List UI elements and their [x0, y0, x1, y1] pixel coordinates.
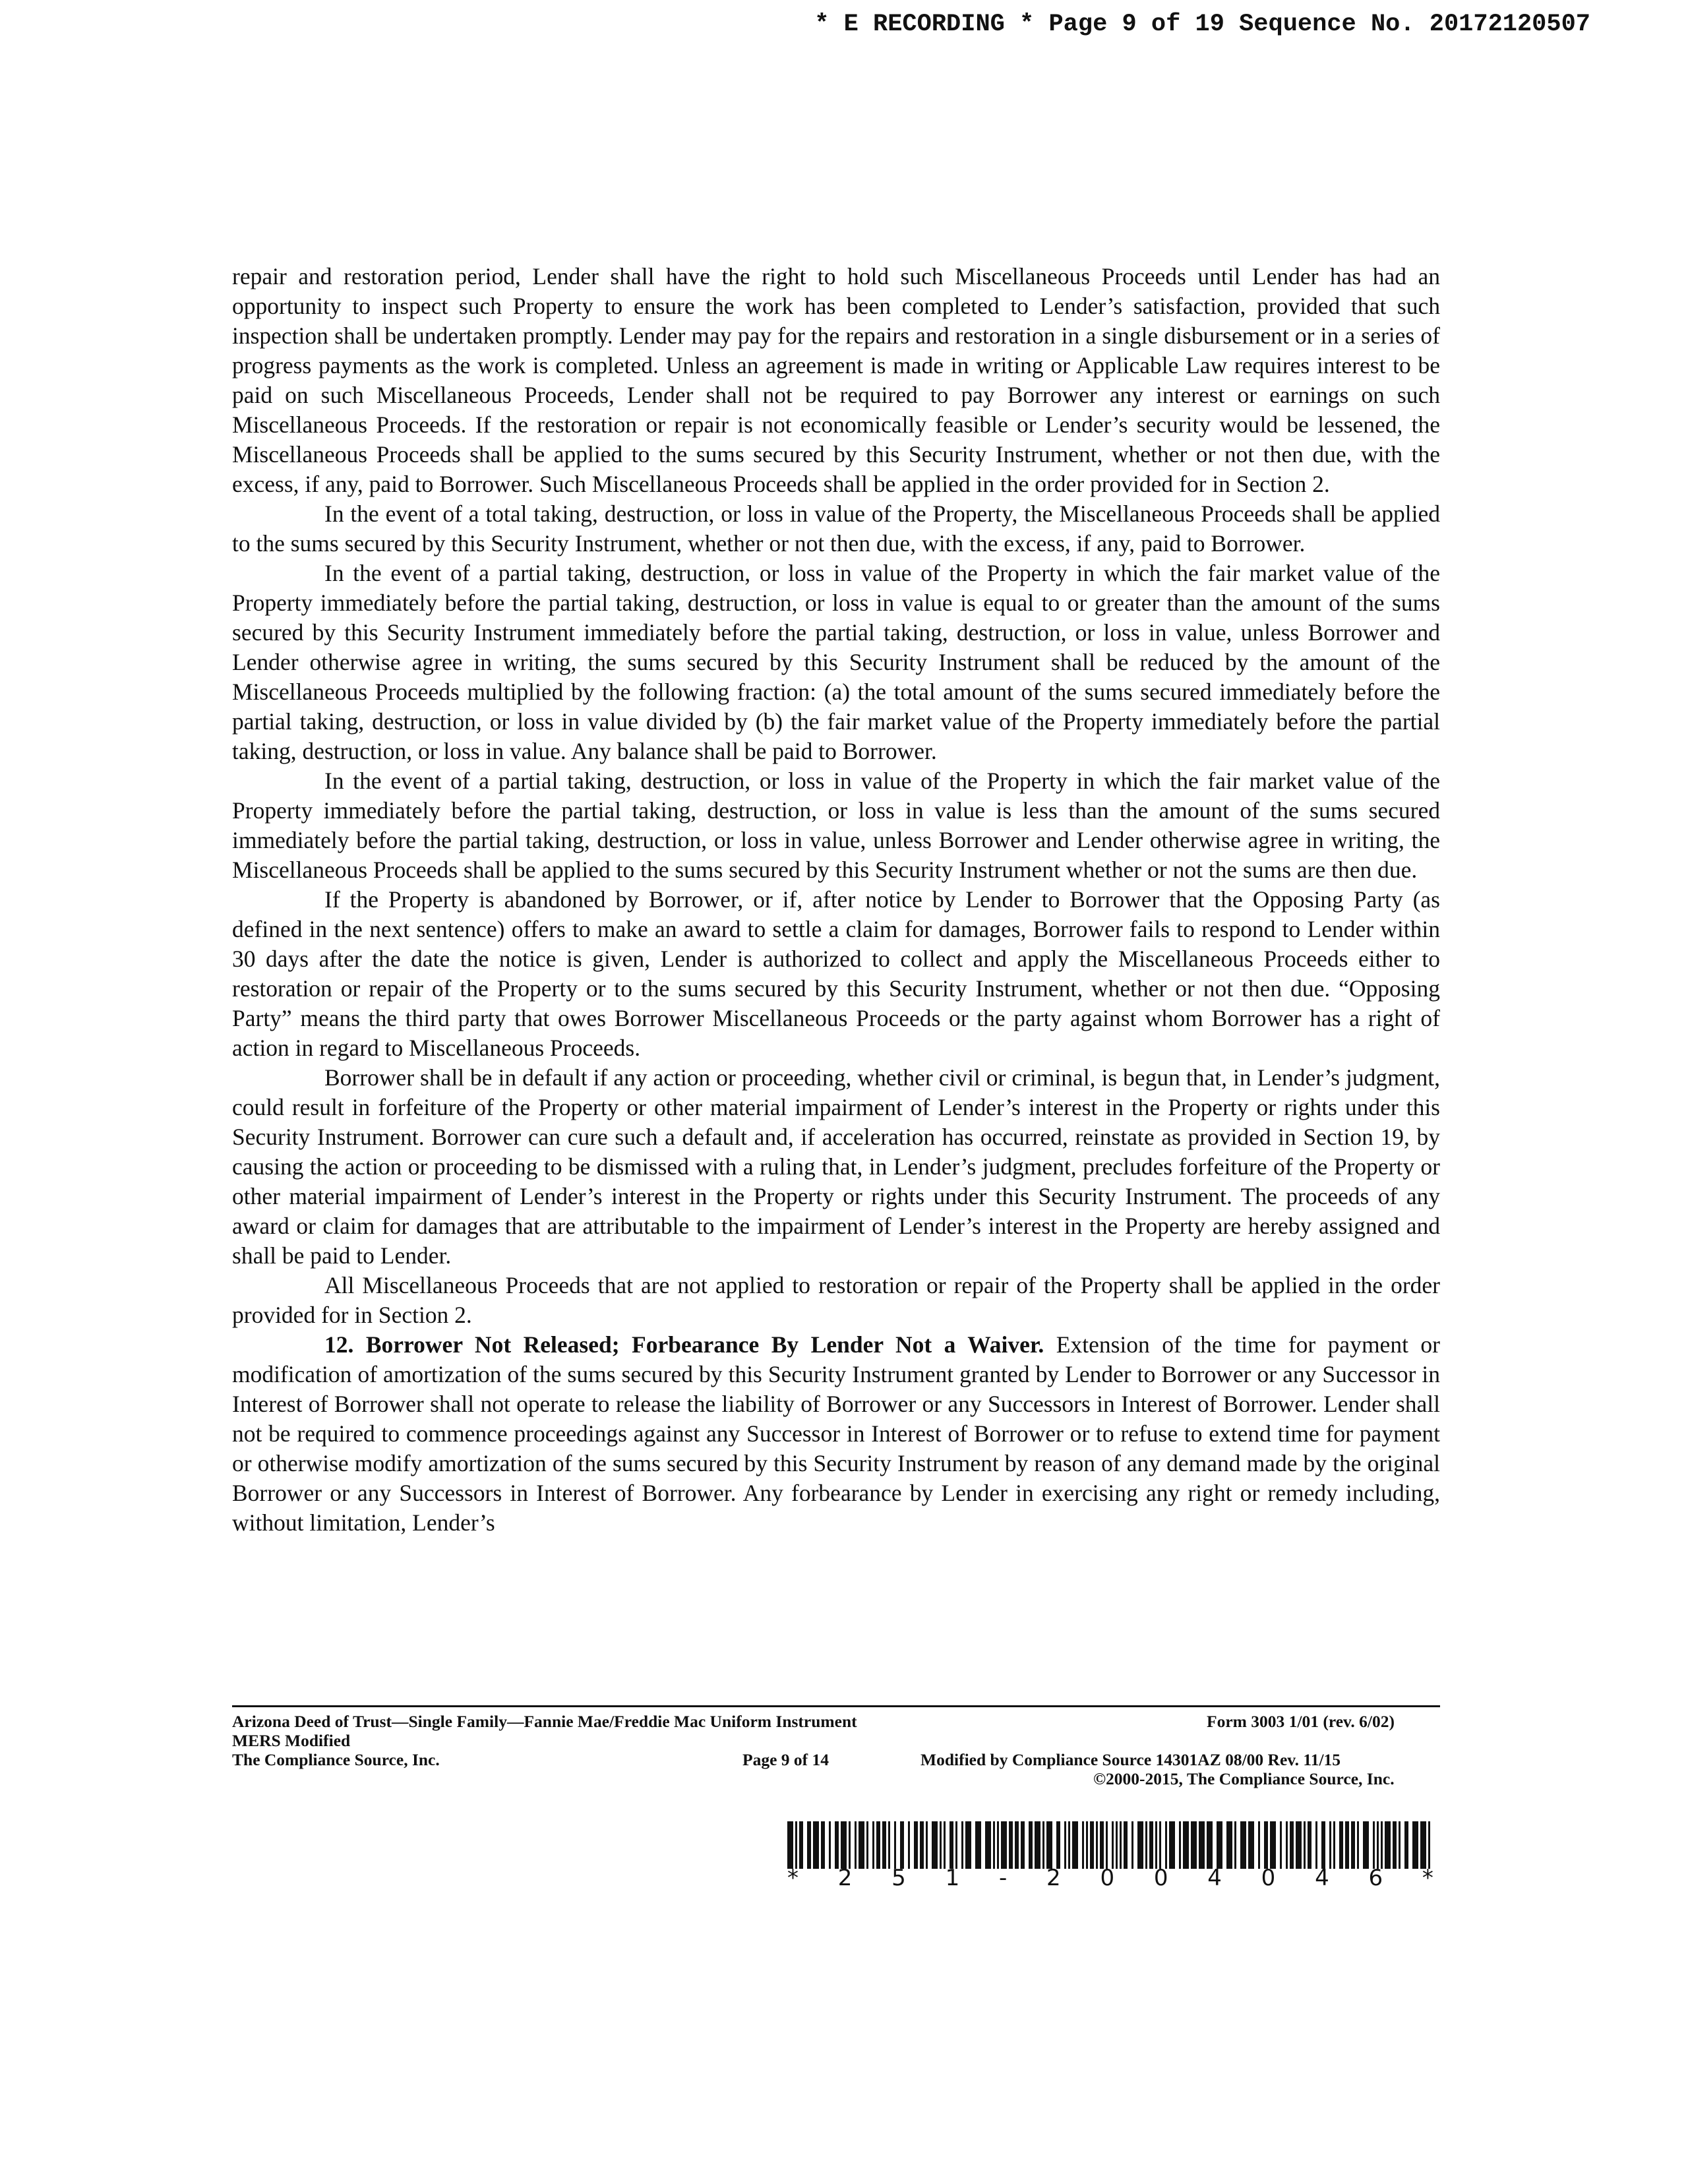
paragraph-partial-taking-greater: In the event of a partial taking, destruction, or loss in value of the Property in which the fair market value of the Property immediately before the partial taking, destruction, or loss in value is equal to or greater than the amount of the sums secured by this Security Instrument immediately before the partial taking, destruction, or loss in value, unless Borrower and Lender otherwise agree in writing, the sums secured by this Security Instrument shall be reduced by the amount of the Miscellaneous Proceeds multiplied by the following fraction: (a) the total amount of the sums secured immediately before the partial taking, destruction, or loss in value divided by (b) the fair market value of the Property immediately before the partial taking, destruction, or loss in value. Any balance shall be paid to Borrower.	[232, 560, 1440, 764]
barcode-bar	[1086, 1821, 1088, 1869]
barcode-bar	[1179, 1821, 1181, 1869]
barcode-bar	[813, 1821, 819, 1869]
barcode-bar	[1021, 1821, 1025, 1869]
barcode-bar	[876, 1821, 880, 1869]
barcode-bar	[795, 1821, 797, 1869]
barcode-bar	[1333, 1821, 1335, 1869]
barcode-bar	[975, 1821, 981, 1869]
barcode-bar	[908, 1821, 910, 1869]
barcode-bar	[1169, 1821, 1175, 1869]
barcode-bar	[859, 1821, 864, 1869]
paragraph-borrower-default: Borrower shall be in default if any action or proceeding, whether civil or criminal, is begun that, in Lender’s judgment, could result in forfeiture of the Property or other material impairment of Lender’s interest in the Property or rights under this Security Instrument. Borrower can cure such a default and, if acceleration has occurred, reinstate as provided in Section 19, by causing the action or proceeding to be dismissed with a ruling that, in Lender’s judgment, precludes forfeiture of the Property or other material impairment of Lender’s interest in the Property or rights under this Security Instrument. The proceeds of any award or claim for damages that are attributable to the impairment of Lender’s interest in the Property are hereby assigned and shall be paid to Lender.	[232, 1064, 1440, 1269]
barcode-bar	[920, 1821, 924, 1869]
page-number: Page 9 of 14	[742, 1750, 829, 1769]
barcode-bar	[1264, 1821, 1268, 1869]
barcode-bar	[1363, 1821, 1369, 1869]
barcode-bar	[1001, 1821, 1007, 1869]
barcode-bar	[1056, 1821, 1060, 1869]
barcode-bar	[821, 1821, 825, 1869]
barcode-bar	[872, 1821, 874, 1869]
barcode-bar	[1226, 1821, 1232, 1869]
paragraph-restoration-period: repair and restoration period, Lender shall have the right to hold such Miscellaneous Proceeds until Lender has had an opportunity to inspect such Property to ensure the work has been completed to Lender’s satisfaction, provided that such inspection shall be undertaken promptly. Lender may pay for the repairs and restoration in a single disbursement or in a series of progress payments as the work is completed. Unless an agreement is made in writing or Applicable Law requires interest to be paid on such Miscellaneous Proceeds, Lender shall not be required to pay Borrower any interest or earnings on such Miscellaneous Proceeds. If the restoration or repair is not economically feasible or Lender’s security would be lessened, the Miscellaneous Proceeds shall be applied to the sums secured by this Security Instrument, whether or not then due, with the excess, if any, paid to Borrower. Such Miscellaneous Proceeds shall be applied in the order provided for in Section 2.	[232, 263, 1440, 497]
section-12-heading: 12. Borrower Not Released; Forbearance By Lender Not a Waiver.	[324, 1331, 1044, 1358]
barcode-bars	[787, 1821, 1433, 1869]
barcode-bar	[1072, 1821, 1078, 1869]
barcode-bar	[1329, 1821, 1331, 1869]
barcode-digit: 2	[1046, 1865, 1061, 1891]
form-footer	[232, 1712, 1465, 1804]
barcode-bar	[1385, 1821, 1391, 1869]
barcode-bar	[1412, 1821, 1418, 1869]
barcode-bar	[1286, 1821, 1288, 1869]
barcode-digit: -	[998, 1865, 1008, 1891]
paragraph-total-taking: In the event of a total taking, destruction, or loss in value of the Property, the Miscellaneous Proceeds shall be applied to the sums secured by this Security Instrument, whether or not then due, with the excess, if any, paid to Borrower.	[232, 501, 1440, 557]
barcode-digits	[787, 1865, 1433, 1891]
barcode-digit: *	[787, 1865, 799, 1891]
barcode-bar	[914, 1821, 918, 1869]
barcode-bar	[1042, 1821, 1044, 1869]
barcode-bar	[1248, 1821, 1254, 1869]
barcode-bar	[829, 1821, 831, 1869]
barcode-bar	[1159, 1821, 1161, 1869]
paragraph-unapplied-proceeds: All Miscellaneous Proceeds that are not applied to restoration or repair of the Property shall be applied in the order provided for in Section 2.	[232, 1272, 1440, 1328]
barcode-bar	[950, 1821, 953, 1869]
barcode-bar	[1155, 1821, 1157, 1869]
barcode-bar	[940, 1821, 942, 1869]
barcode-bar	[1082, 1821, 1084, 1869]
barcode-digit: 4	[1207, 1865, 1222, 1891]
barcode-bar	[985, 1821, 991, 1869]
barcode-digit: 2	[837, 1865, 853, 1891]
barcode-bar	[1046, 1821, 1052, 1869]
barcode-bar	[1321, 1821, 1325, 1869]
barcode-digit: 6	[1368, 1865, 1383, 1891]
barcode-bar	[993, 1821, 995, 1869]
barcode-bar	[1207, 1821, 1213, 1869]
barcode-bar	[1357, 1821, 1359, 1869]
barcode-bar	[1068, 1821, 1070, 1869]
form-number: Form 3003 1/01 (rev. 6/02)	[1207, 1712, 1395, 1731]
barcode-digit: 0	[1153, 1865, 1168, 1891]
barcode-digit: 5	[891, 1865, 906, 1891]
barcode-bar	[888, 1821, 890, 1869]
barcode-bar	[1120, 1821, 1122, 1869]
barcode-bar	[1035, 1821, 1040, 1869]
section-12-text: Extension of the time for payment or modification of amortization of the sums secured by this Security Instrument granted by Lender to Borrower or any Successor in Interest of Borrower shall not operate to release the liability of Borrower or any Successors in Interest of Borrower. Lender shall not be required to commence proceedings against any Successor in Interest of Borrower or to refuse to extend time for payment or otherwise modify amortization of the sums secured by this Security Instrument by reason of any demand made by the original Borrower or any Successors in Interest of Borrower. Any forbearance by Lender in exercising any right or remedy including, without limitation, Lender’s	[232, 1331, 1440, 1536]
barcode-bar	[1381, 1821, 1383, 1869]
barcode-bar	[841, 1821, 847, 1869]
paragraph-partial-taking-less: In the event of a partial taking, destruction, or loss in value of the Property in which the fair market value of the Property immediately before the partial taking, destruction, or loss in value is less than the amount of the sums secured immediately before the partial taking, destruction, or loss in value, unless Borrower and Lender otherwise agree in writing, the Miscellaneous Proceeds shall be applied to the sums secured by this Security Instrument whether or not the sums are then due.	[232, 768, 1440, 883]
barcode-bar	[1009, 1821, 1013, 1869]
barcode-bar	[1420, 1821, 1426, 1869]
barcode-bar	[866, 1821, 868, 1869]
barcode-bar	[1100, 1821, 1104, 1869]
barcode-bar	[961, 1821, 963, 1869]
barcode-bar	[1315, 1821, 1317, 1869]
barcode-bar	[955, 1821, 957, 1869]
barcode-digit: 4	[1315, 1865, 1329, 1891]
barcode-bar	[1234, 1821, 1236, 1869]
barcode-bar	[1137, 1821, 1143, 1869]
company-name: The Compliance Source, Inc.	[232, 1750, 440, 1769]
barcode-bar	[1096, 1821, 1098, 1869]
barcode-bar	[1090, 1821, 1094, 1869]
barcode-bar	[1304, 1821, 1306, 1869]
barcode-bar	[965, 1821, 971, 1869]
barcode-bar	[1112, 1821, 1114, 1869]
barcode-bar	[1345, 1821, 1349, 1869]
barcode-bar	[1131, 1821, 1133, 1869]
barcode-bar	[882, 1821, 886, 1869]
barcode-bar	[1106, 1821, 1108, 1869]
barcode-bar	[1240, 1821, 1246, 1869]
barcode-bar	[855, 1821, 857, 1869]
barcode-digit: 0	[1100, 1865, 1115, 1891]
document-barcode	[787, 1821, 1433, 1891]
barcode-bar	[1373, 1821, 1375, 1869]
barcode-bar	[1399, 1821, 1401, 1869]
barcode-bar	[926, 1821, 928, 1869]
barcode-bar	[1290, 1821, 1294, 1869]
mers-label: MERS Modified	[232, 1731, 351, 1750]
barcode-bar	[1258, 1821, 1260, 1869]
barcode-bar	[1064, 1821, 1066, 1869]
footer-divider	[232, 1705, 1440, 1707]
barcode-bar	[997, 1821, 999, 1869]
barcode-digit: *	[1422, 1865, 1433, 1891]
barcode-bar	[1217, 1821, 1222, 1869]
barcode-bar	[1308, 1821, 1311, 1869]
barcode-bar	[1199, 1821, 1205, 1869]
barcode-bar	[1393, 1821, 1397, 1869]
form-title: Arizona Deed of Trust—Single Family—Fannie Mae/Freddie Mac Uniform Instrument	[232, 1712, 857, 1731]
paragraph-section-12	[232, 1330, 1440, 1538]
barcode-bar	[1029, 1821, 1033, 1869]
barcode-bar	[1296, 1821, 1302, 1869]
barcode-bar	[1116, 1821, 1118, 1869]
barcode-bar	[1280, 1821, 1282, 1869]
barcode-digit: 0	[1261, 1865, 1276, 1891]
document-body	[232, 262, 1440, 1538]
barcode-bar	[1270, 1821, 1276, 1869]
recording-header: * E RECORDING * Page 9 of 19 Sequence No. 20172120507	[814, 11, 1590, 38]
barcode-bar	[1145, 1821, 1147, 1869]
barcode-bar	[944, 1821, 946, 1869]
paragraph-abandoned-property: If the Property is abandoned by Borrower, or if, after notice by Lender to Borrower that the Opposing Party (as defined in the next sentence) offers to make an award to settle a claim for damages, Borrower fails to respond to Lender within 30 days after the date the notice is given, Lender is authorized to collect and apply the Miscellaneous Proceeds either to restoration or repair of the Property or to the sums secured by this Security Instrument, whether or not then due. “Opposing Party” means the third party that owes Borrower Miscellaneous Proceeds or the party against whom Borrower has a right of action in regard to Miscellaneous Proceeds.	[232, 886, 1440, 1061]
barcode-bar	[1191, 1821, 1197, 1869]
barcode-bar	[787, 1821, 793, 1869]
barcode-digit: 1	[945, 1865, 960, 1891]
barcode-bar	[799, 1821, 803, 1869]
copyright-line: ©2000-2015, The Compliance Source, Inc.	[1093, 1769, 1395, 1788]
barcode-bar	[1428, 1821, 1430, 1869]
barcode-bar	[1015, 1821, 1019, 1869]
barcode-bar	[1165, 1821, 1167, 1869]
barcode-bar	[849, 1821, 851, 1869]
modified-by: Modified by Compliance Source 14301AZ 08/00 Rev. 11/15	[920, 1750, 1341, 1769]
barcode-bar	[1149, 1821, 1153, 1869]
barcode-bar	[1339, 1821, 1343, 1869]
barcode-bar	[835, 1821, 839, 1869]
barcode-bar	[1351, 1821, 1355, 1869]
barcode-bar	[932, 1821, 938, 1869]
barcode-bar	[900, 1821, 904, 1869]
barcode-bar	[1404, 1821, 1408, 1869]
barcode-bar	[1377, 1821, 1379, 1869]
barcode-bar	[807, 1821, 811, 1869]
barcode-bar	[1183, 1821, 1189, 1869]
barcode-bar	[894, 1821, 896, 1869]
barcode-bar	[1124, 1821, 1128, 1869]
